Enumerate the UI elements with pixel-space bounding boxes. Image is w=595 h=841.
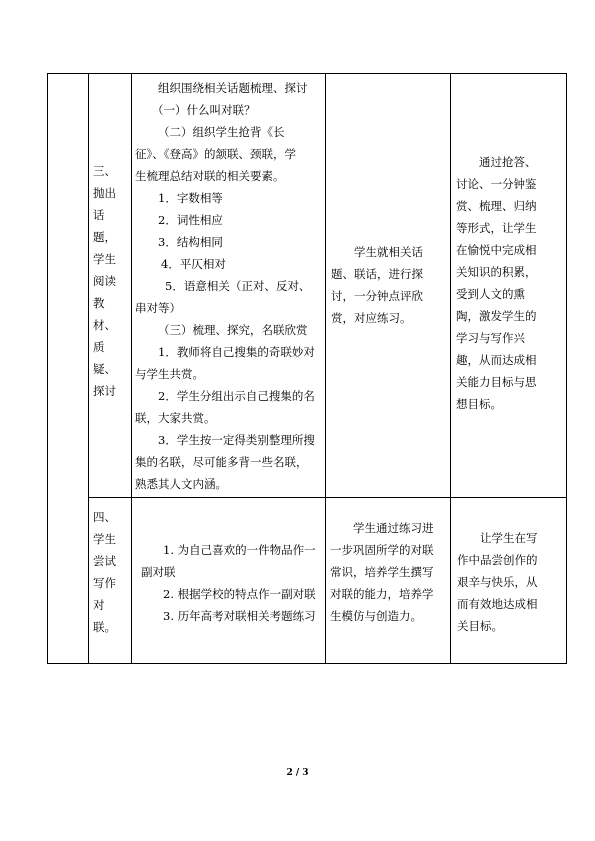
teaching-content-cell xyxy=(135,77,321,495)
content-line: 集的名联，尽可能多背一些名联， xyxy=(135,455,308,469)
column-divider xyxy=(450,73,451,664)
column-divider xyxy=(325,73,326,664)
purpose-line: 作中品尝创作的 xyxy=(457,553,538,567)
design-purpose-cell xyxy=(457,527,563,637)
teaching-content-cell xyxy=(135,539,323,627)
purpose-line: 趣，从而达成相 xyxy=(456,353,537,367)
stage-line: 抛出 xyxy=(93,186,116,200)
content-line: 2. 根据学校的特点作一副对联 xyxy=(163,587,316,601)
purpose-line: 让学生在写 xyxy=(480,531,538,545)
student-line: 学生就相关话 xyxy=(354,245,423,259)
student-line: 讨，一分钟点评欣 xyxy=(331,289,423,303)
content-line: 1. 为自己喜欢的一件物品作一 xyxy=(163,543,316,557)
content-line: 3．学生按一定得类别整理所搜 xyxy=(158,433,315,447)
purpose-line: 讨论、一分钟鉴 xyxy=(456,177,537,191)
stage-line: 尝试 xyxy=(93,554,116,568)
stage-line: 质 xyxy=(93,340,105,354)
purpose-line: 关目标。 xyxy=(457,619,503,633)
content-line: 3．结构相同 xyxy=(158,235,223,249)
stage-cell xyxy=(92,160,130,402)
content-line: 串对等） xyxy=(135,301,181,315)
purpose-line: 在愉悦中完成相 xyxy=(456,243,537,257)
table-border-bottom xyxy=(47,663,567,664)
table-border-top xyxy=(47,73,567,74)
stage-line: 四、 xyxy=(93,510,116,524)
content-line: 组织围绕相关话题梳理、探讨 xyxy=(158,81,308,95)
content-line: 5．语意相关（正对、反对、 xyxy=(165,279,311,293)
purpose-line: 陶，激发学生的 xyxy=(456,309,537,323)
column-divider xyxy=(131,73,132,664)
content-line: 熟悉其人文内涵。 xyxy=(135,477,227,491)
stage-line: 学生 xyxy=(93,532,116,546)
student-line: 赏，对应练习。 xyxy=(331,311,412,325)
stage-line: 话 xyxy=(93,208,105,222)
stage-line: 探讨 xyxy=(93,384,116,398)
student-activity-cell xyxy=(331,241,449,329)
stage-line: 写作 xyxy=(93,576,116,590)
stage-line: 题， xyxy=(93,230,116,244)
purpose-line: 而有效地达成相 xyxy=(457,597,538,611)
content-line: 3. 历年高考对联相关考题练习 xyxy=(163,609,316,623)
content-line: 生梳理总结对联的相关要素。 xyxy=(135,169,285,183)
student-line: 学生通过练习进 xyxy=(353,521,434,535)
stage-line: 阅读 xyxy=(93,274,116,288)
content-line: 与学生共赏。 xyxy=(135,367,204,381)
purpose-line: 关知识的积累， xyxy=(456,265,537,279)
stage-line: 材、 xyxy=(93,318,116,332)
content-line: 1．教师将自己搜集的奇联妙对 xyxy=(158,345,315,359)
purpose-line: 学习与写作兴 xyxy=(456,331,525,345)
stage-line: 联。 xyxy=(93,620,116,634)
student-line: 常识，培养学生撰写 xyxy=(330,565,434,579)
lesson-plan-table xyxy=(47,73,567,664)
purpose-line: 关能力目标与思 xyxy=(456,375,537,389)
content-line: （二）组织学生抢背《长 xyxy=(158,125,285,139)
content-line: （一）什么叫对联？ xyxy=(152,103,256,117)
purpose-line: 通过抢答、 xyxy=(479,155,537,169)
content-line: 联，大家共赏。 xyxy=(135,411,216,425)
student-line: 题、联话，进行探 xyxy=(331,267,423,281)
stage-line: 教 xyxy=(93,296,105,310)
content-line: 2．词性相应 xyxy=(158,213,223,227)
content-line: 副对联 xyxy=(141,565,176,579)
row-divider xyxy=(88,497,567,498)
purpose-line: 艰辛与快乐，从 xyxy=(457,575,538,589)
content-line: （三）梳理、探究，名联欣赏 xyxy=(158,323,308,337)
student-line: 一步巩固所学的对联 xyxy=(330,543,434,557)
student-line: 对联的能力，培养学 xyxy=(330,587,434,601)
stage-line: 学生 xyxy=(93,252,116,266)
purpose-line: 想目标。 xyxy=(456,397,502,411)
page-number: 2 / 3 xyxy=(286,768,309,778)
content-line: 4．平仄相对 xyxy=(161,257,226,271)
column-divider xyxy=(88,73,89,664)
content-line: 2．学生分组出示自己搜集的名 xyxy=(158,389,315,403)
stage-cell xyxy=(92,506,130,638)
content-line: 1．字数相等 xyxy=(158,191,223,205)
content-line: 征》、《登高》的颔联、颈联，学 xyxy=(135,147,296,161)
purpose-line: 赏、梳理、归纳 xyxy=(456,199,537,213)
table-border-left xyxy=(47,73,48,664)
stage-line: 疑、 xyxy=(93,362,116,376)
table-border-right xyxy=(566,73,567,664)
stage-line: 三、 xyxy=(93,164,116,178)
stage-line: 对 xyxy=(93,598,105,612)
purpose-line: 受到人文的熏 xyxy=(456,287,525,301)
design-purpose-cell xyxy=(456,151,562,415)
student-line: 生模仿与创造力。 xyxy=(330,609,422,623)
student-activity-cell xyxy=(330,517,449,627)
purpose-line: 等形式，让学生 xyxy=(456,221,537,235)
